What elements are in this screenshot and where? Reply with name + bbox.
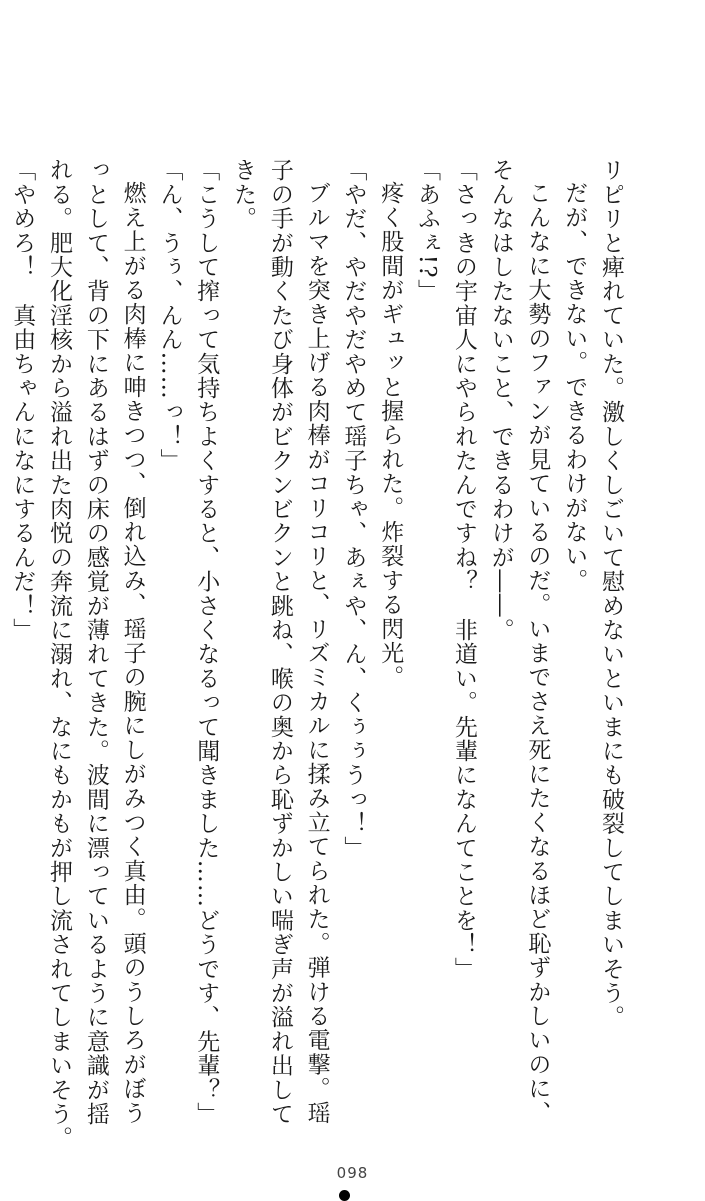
text-line-6: 「あふぇ!?」 (414, 158, 441, 303)
text-line-13: 「ん、うぅ、んん……っ！」 (156, 158, 183, 473)
text-line-15: っとして、背の下にあるはずの床の感覚が薄れてきた。波間に漂っているように意識が揺 (82, 158, 109, 1126)
text-line-8: 「やだ、やだやだやめて瑶子ちゃ、あぇや、ん、くぅぅうっ！」 (340, 158, 367, 860)
page-number: 098 (336, 1164, 369, 1182)
text-line-11: きた。 (230, 158, 257, 231)
text-line-7: 疼く股間がギュッと握られた。炸裂する閃光。 (377, 181, 404, 690)
text-line-9: ブルマを突き上げる肉棒がコリコリと、リズミカルに揉み立てられた。弾ける電撃。瑶 (303, 181, 330, 1125)
text-line-12: 「こうして搾って気持ちよくすると、小さくなるって聞きました……どうです、先輩？」 (193, 158, 220, 1126)
text-line-4: そんなはしたないこと、できるわけが――。 (487, 158, 514, 642)
text-line-10: 子の手が動くたび身体がビクンビクンと跳ね、喉の奥から恥ずかしい喘ぎ声が溢れ出して (266, 158, 293, 1126)
text-line-14: 燃え上がる肉棒に呻きつつ、倒れ込み、瑶子の腕にしがみつく真由。頭のうしろがぼう (119, 181, 146, 1125)
page-marker-dot (339, 1190, 350, 1201)
text-line-16: れる。肥大化淫核から溢れ出た肉悦の奔流に溺れ、なにもかもが押し流されてしまいそう。 (46, 158, 73, 1151)
text-line-3: こんなに大勢のファンが見ているのだ。いまでさえ死にたくなるほど恥ずかしいのに、 (524, 181, 551, 1125)
text-line-1: リピリと痺れていた。激しくしごいて慰めないといまにも破裂してしまいそう。 (598, 158, 624, 1030)
text-line-2: だが、できない。できるわけがない。 (561, 181, 588, 593)
text-line-5: 「さっきの宇宙人にやられたんですね？ 非道い。先輩になんてことを！」 (450, 158, 477, 981)
vertical-text-block (9, 158, 629, 1151)
text-line-17: 「やめろ！ 真由ちゃんになにするんだ！」 (9, 158, 36, 642)
